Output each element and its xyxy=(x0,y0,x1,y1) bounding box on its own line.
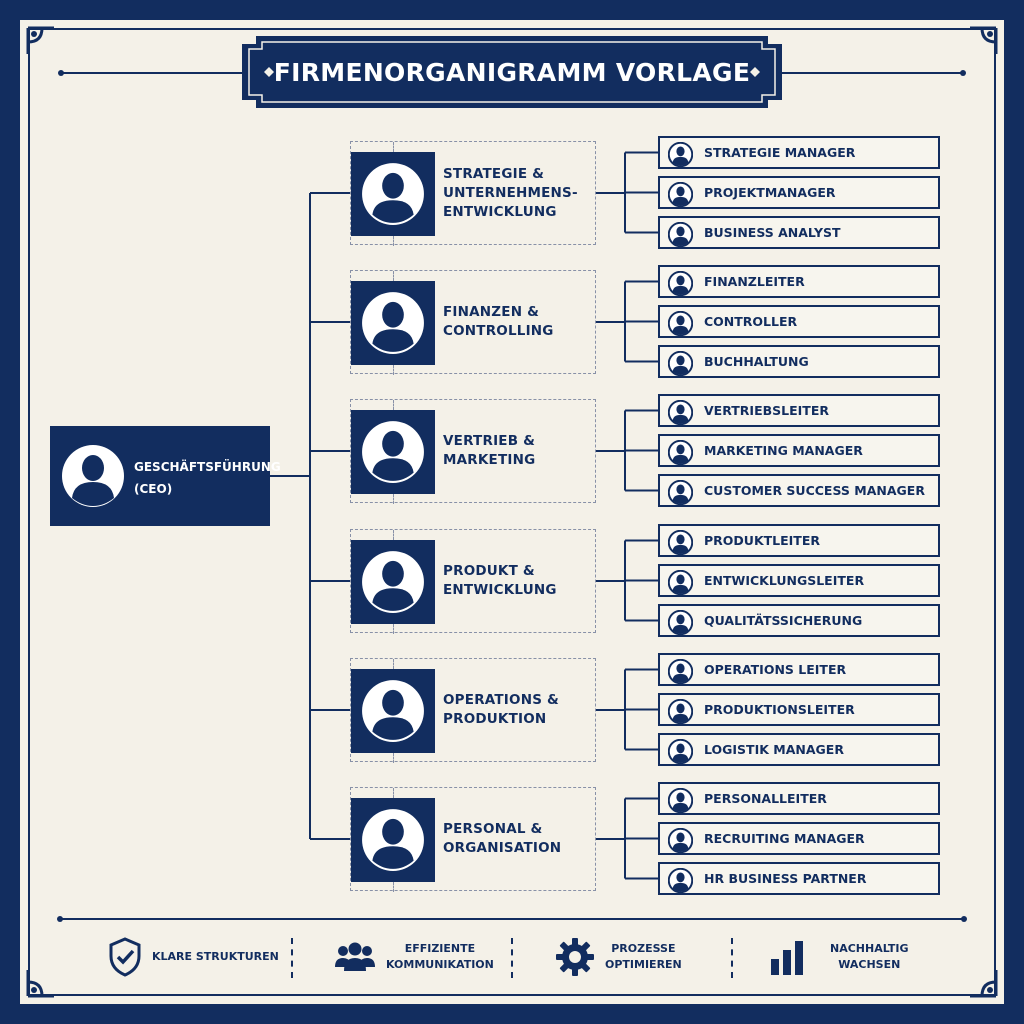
dashed-connector xyxy=(393,659,394,669)
department-box xyxy=(350,529,596,633)
dashed-connector xyxy=(393,882,394,892)
role-box xyxy=(658,524,940,557)
role-box xyxy=(658,693,940,726)
person-icon xyxy=(668,739,693,764)
department-box xyxy=(350,141,596,245)
role-label: CUSTOMER SUCCESS MANAGER xyxy=(704,483,925,498)
role-box xyxy=(658,782,940,815)
department-name-line: STRATEGIE & xyxy=(443,165,545,182)
role-label: HR BUSINESS PARTNER xyxy=(704,871,867,886)
ceo-label xyxy=(134,456,281,500)
role-label: RECRUITING MANAGER xyxy=(704,831,865,846)
feature-label: EFFIZIENTE xyxy=(404,942,476,955)
person-icon xyxy=(668,828,693,853)
role-label: LOGISTIK MANAGER xyxy=(704,742,844,757)
department-name-line: FINANZEN & xyxy=(443,304,540,320)
dashed-connector xyxy=(393,271,394,281)
dashed-connector xyxy=(393,400,394,410)
department-icon-tile xyxy=(351,798,435,882)
dashed-connector xyxy=(393,236,394,246)
feature-label: OPTIMIEREN xyxy=(605,958,682,971)
dashed-connector xyxy=(393,494,394,504)
role-label: QUALITÄTSSICHERUNG xyxy=(704,613,863,628)
role-box xyxy=(658,564,940,597)
person-icon xyxy=(668,610,693,635)
department-name xyxy=(443,142,593,244)
role-box xyxy=(658,265,940,298)
feature-clear-structures xyxy=(108,934,279,980)
department-name-line: PRODUKTION xyxy=(443,711,547,727)
role-box xyxy=(658,176,940,209)
role-box xyxy=(658,862,940,895)
role-label: BUSINESS ANALYST xyxy=(704,225,841,240)
feature-label: KLARE STRUKTUREN xyxy=(152,950,279,963)
dashed-connector xyxy=(393,624,394,634)
role-box xyxy=(658,216,940,249)
person-avatar-icon xyxy=(360,161,426,227)
role-box xyxy=(658,136,940,169)
role-label: BUCHHALTUNG xyxy=(704,354,809,369)
ceo-box xyxy=(50,426,281,526)
gear-icon xyxy=(555,937,595,977)
role-box xyxy=(658,305,940,338)
role-label: PERSONALLEITER xyxy=(704,791,827,806)
dashed-connector xyxy=(393,530,394,540)
department-name-line: PRODUKT & xyxy=(443,563,535,579)
role-box xyxy=(658,604,940,637)
person-avatar-icon xyxy=(360,678,426,744)
shield-check-icon xyxy=(108,937,142,977)
role-label: CONTROLLER xyxy=(704,314,798,329)
feature-sustainable-growth xyxy=(770,934,909,980)
department-icon-tile xyxy=(351,152,435,236)
person-icon xyxy=(668,311,693,336)
person-avatar-icon xyxy=(360,419,426,485)
person-icon xyxy=(668,570,693,595)
department-name-line: CONTROLLING xyxy=(443,323,554,339)
department-icon-tile xyxy=(351,410,435,494)
feature-efficient-communication xyxy=(334,934,494,980)
person-icon xyxy=(668,351,693,376)
role-label: VERTRIEBSLEITER xyxy=(704,403,829,418)
person-avatar-icon xyxy=(360,290,426,356)
role-box xyxy=(658,394,940,427)
department-box xyxy=(350,787,596,891)
department-name-line: VERTRIEB & xyxy=(443,433,536,449)
department-icon-tile xyxy=(351,669,435,753)
footer-divider xyxy=(731,938,733,978)
department-name-line: PERSONAL & xyxy=(443,821,543,837)
page-title: FIRMENORGANIGRAMM VORLAGE xyxy=(273,57,751,87)
dashed-connector xyxy=(393,788,394,798)
department-name xyxy=(443,271,593,373)
role-label: ENTWICKLUNGSLEITER xyxy=(704,573,865,588)
footer-divider xyxy=(511,938,513,978)
feature-label: WACHSEN xyxy=(838,958,901,971)
department-box xyxy=(350,399,596,503)
person-icon xyxy=(668,699,693,724)
department-name xyxy=(443,530,593,632)
role-box xyxy=(658,434,940,467)
department-box xyxy=(350,270,596,374)
department-name-line: OPERATIONS & xyxy=(443,692,559,708)
role-label: FINANZLEITER xyxy=(704,274,805,289)
person-icon xyxy=(668,271,693,296)
ceo-title: GESCHÄFTSFÜHRUNG xyxy=(134,460,281,474)
person-icon xyxy=(668,868,693,893)
department-name xyxy=(443,788,593,890)
person-icon xyxy=(668,480,693,505)
footer-rule xyxy=(60,918,964,920)
person-avatar-icon xyxy=(61,444,125,508)
people-icon xyxy=(334,940,376,974)
department-icon-tile xyxy=(351,540,435,624)
person-icon xyxy=(668,222,693,247)
person-icon xyxy=(668,400,693,425)
person-icon xyxy=(668,659,693,684)
role-label: PRODUKTLEITER xyxy=(704,533,820,548)
person-avatar-icon xyxy=(360,807,426,873)
role-label: PROJEKTMANAGER xyxy=(704,185,836,200)
ceo-subtitle: (CEO) xyxy=(134,482,173,496)
dashed-connector xyxy=(393,142,394,152)
department-icon-tile xyxy=(351,281,435,365)
role-box xyxy=(658,653,940,686)
footer-rule-dot xyxy=(961,916,967,922)
feature-optimize-processes xyxy=(555,934,682,980)
feature-label: KOMMUNIKATION xyxy=(386,958,494,971)
footer-divider xyxy=(291,938,293,978)
role-label: STRATEGIE MANAGER xyxy=(704,145,856,160)
feature-label: PROZESSE xyxy=(611,942,676,955)
person-avatar-icon xyxy=(360,549,426,615)
role-box xyxy=(658,733,940,766)
bar-chart-icon xyxy=(770,939,804,975)
dashed-connector xyxy=(393,753,394,763)
role-box xyxy=(658,345,940,378)
role-label: MARKETING MANAGER xyxy=(704,443,863,458)
feature-label: NACHHALTIG xyxy=(830,942,909,955)
department-name-line: MARKETING xyxy=(443,452,536,468)
person-icon xyxy=(668,142,693,167)
department-box xyxy=(350,658,596,762)
department-name-line: ENTWICKLUNG xyxy=(443,203,557,220)
person-icon xyxy=(668,182,693,207)
department-name-line: ENTWICKLUNG xyxy=(443,582,557,598)
role-label: PRODUKTIONSLEITER xyxy=(704,702,855,717)
dashed-connector xyxy=(393,365,394,375)
role-box xyxy=(658,822,940,855)
person-icon xyxy=(668,530,693,555)
footer-rule-dot xyxy=(57,916,63,922)
department-name-line: ORGANISATION xyxy=(443,840,562,856)
person-icon xyxy=(668,440,693,465)
role-box xyxy=(658,474,940,507)
department-name-line: UNTERNEHMENS- xyxy=(443,184,578,201)
person-icon xyxy=(668,788,693,813)
department-name xyxy=(443,400,593,502)
role-label: OPERATIONS LEITER xyxy=(704,662,847,677)
department-name xyxy=(443,659,593,761)
